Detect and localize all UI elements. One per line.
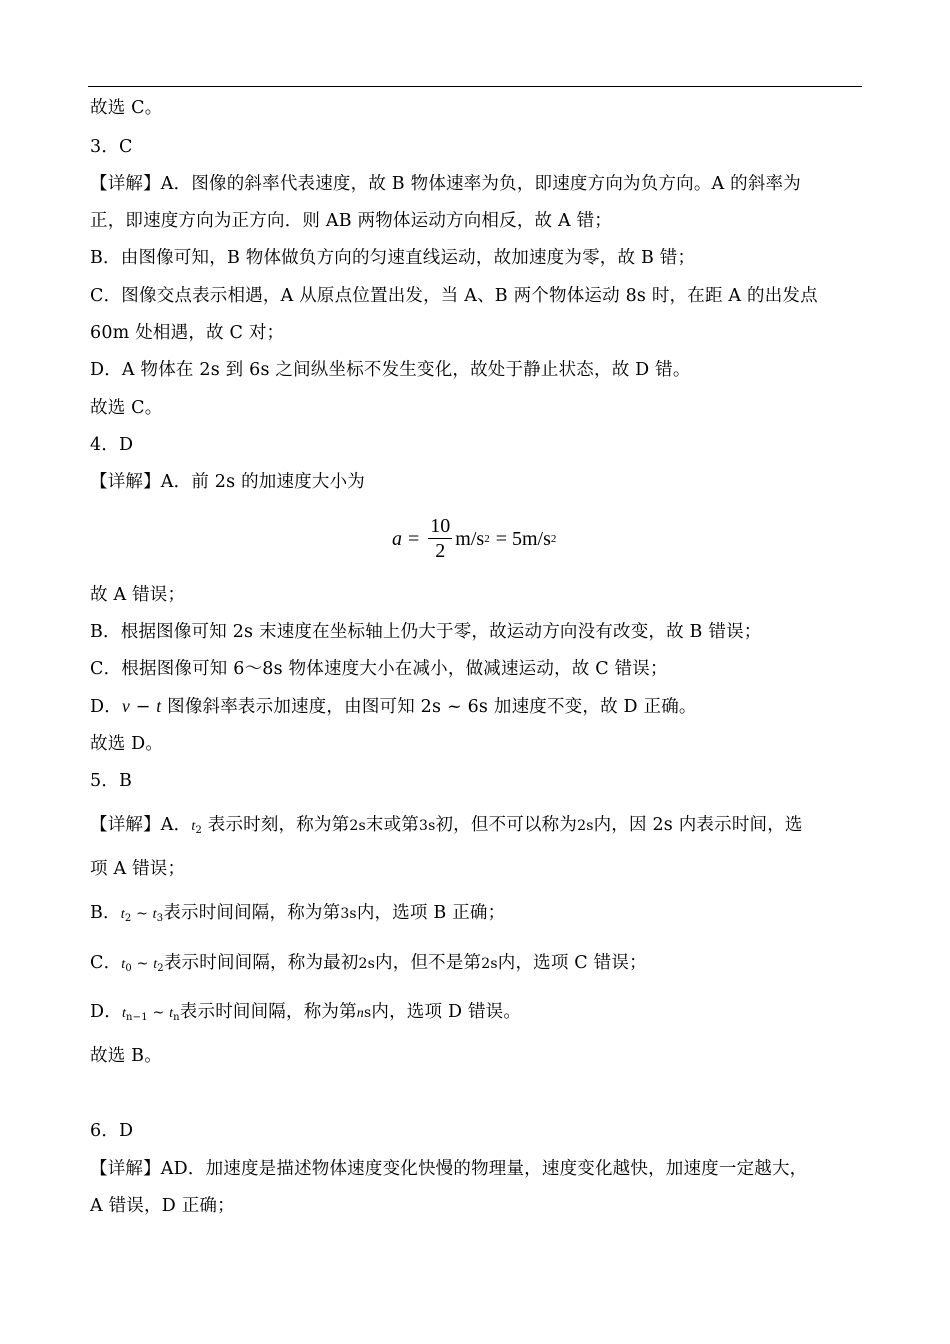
text: 图像斜率表示加速度，由图可知 2s ~ 6s 加速度不变，故 D 正确。: [161, 697, 697, 717]
question-number: 3．C: [90, 137, 133, 157]
math-subscript: 2: [124, 913, 132, 924]
text-line: D．A 物体在 2s 到 6s 之间纵坐标不发生变化，故处于静止状态，故 D 错。: [90, 360, 691, 380]
math-var: t: [121, 957, 126, 972]
text: 内，选项 C 错误；: [497, 953, 647, 973]
math-op: ~: [131, 906, 153, 922]
text: 表示时刻，称为第: [202, 815, 350, 835]
text-line: 故选 C。: [90, 98, 163, 118]
text-line: B．由图像可知，B 物体做负方向的匀速直线运动，故加速度为零，故 B 错；: [90, 248, 696, 268]
math-var: t: [152, 907, 157, 922]
math-subscript: 2: [157, 963, 164, 974]
text-line: C．图像交点表示相遇，A 从原点位置出发，当 A、B 两个物体运动 8s 时，在距 A 的出发点: [90, 286, 818, 306]
text: D．: [90, 697, 122, 717]
eq-unit: m/s: [455, 527, 485, 550]
math-value: 2s: [349, 818, 366, 834]
text-line: [90, 951, 647, 981]
math-var: t: [156, 696, 162, 716]
math-op: ~: [147, 1005, 170, 1021]
text-line: 60m 处相遇，故 C 对；: [90, 323, 285, 343]
acceleration-equation: [392, 512, 556, 566]
text: C．: [90, 953, 122, 973]
eq-exponent: 2: [550, 533, 557, 545]
text-line: 故选 C。: [90, 398, 163, 418]
math-var: t: [153, 957, 158, 972]
text-line: 故选 D。: [90, 734, 164, 754]
text: 末或第: [365, 815, 419, 835]
text-line: C．根据图像可知 6～8s 物体速度大小在减小，做减速运动，故 C 错误；: [90, 659, 668, 679]
text: 表示时间间隔，称为第: [179, 1002, 357, 1022]
text-line: B．根据图像可知 2s 末速度在坐标轴上仍大于零，故运动方向没有改变，故 B 错误；: [90, 622, 762, 642]
text: D．: [90, 1002, 122, 1022]
math-value: 3s: [418, 818, 436, 834]
text-line: 正，即速度方向为正方向．则 AB 两物体运动方向相反，故 A 错；: [90, 211, 612, 231]
eq-exponent: 2: [484, 533, 490, 545]
text-line: A 错误，D 正确；: [90, 1196, 235, 1216]
math-value: 2s: [358, 956, 376, 972]
text: −: [129, 697, 157, 717]
question-number: 5．B: [90, 771, 133, 791]
math-var: n: [356, 1006, 364, 1021]
math-var: v: [121, 696, 130, 716]
text: 【详解】A．: [90, 815, 192, 835]
math-subscript: 2: [195, 825, 202, 836]
header-rule: [88, 86, 862, 87]
text: 内，因 2s 内表示时间，选: [593, 815, 803, 835]
text-line: [90, 901, 505, 931]
text-line: [90, 813, 803, 843]
math-subscript: n: [173, 1012, 180, 1023]
text: 内，选项 B 正确；: [356, 903, 506, 923]
text-line: 项 A 错误；: [90, 859, 186, 879]
text-line: 故选 B。: [90, 1046, 162, 1066]
text: 内，但不是第: [375, 953, 482, 973]
text: B．: [90, 903, 121, 923]
eq-equals: =: [408, 527, 420, 550]
eq-denominator: 2: [435, 540, 446, 562]
math-op: ~: [131, 956, 154, 972]
text: 表示时间间隔，称为最初: [163, 953, 359, 973]
math-value: 2s: [481, 956, 498, 972]
text-line: [90, 1000, 521, 1030]
text-line: 故 A 错误；: [90, 585, 186, 605]
eq-a: a: [392, 527, 402, 550]
text-line: 【详解】A．图像的斜率代表速度，故 B 物体速率为负，即速度方向为负方向。A 的斜率为: [90, 174, 801, 194]
math-value: 2s: [577, 818, 594, 834]
text-line: [90, 694, 697, 719]
math-var: t: [191, 819, 196, 834]
math-value: s: [364, 1005, 372, 1021]
text: 内，选项 D 错误。: [371, 1002, 522, 1022]
math-subscript: 3: [156, 913, 164, 924]
math-value: 3s: [340, 906, 357, 922]
text: 初，但不可以称为: [435, 815, 578, 835]
math-var: t: [121, 1006, 127, 1021]
eq-numerator: 10: [430, 515, 451, 537]
question-number: 6．D: [90, 1121, 134, 1141]
eq-fraction: [428, 515, 452, 563]
math-var: t: [120, 907, 125, 922]
eq-result: = 5m/s: [495, 527, 551, 550]
math-subscript: n−1: [126, 1012, 148, 1023]
math-subscript: 0: [125, 963, 132, 974]
text-line: 【详解】A．前 2s 的加速度大小为: [90, 472, 365, 492]
math-var: t: [169, 1006, 174, 1021]
text: 表示时间间隔，称为第: [163, 903, 341, 923]
text-line: 【详解】AD．加速度是描述物体速度变化快慢的物理量，速度变化越快，加速度一定越大，: [90, 1159, 808, 1179]
question-number: 4．D: [90, 435, 134, 455]
